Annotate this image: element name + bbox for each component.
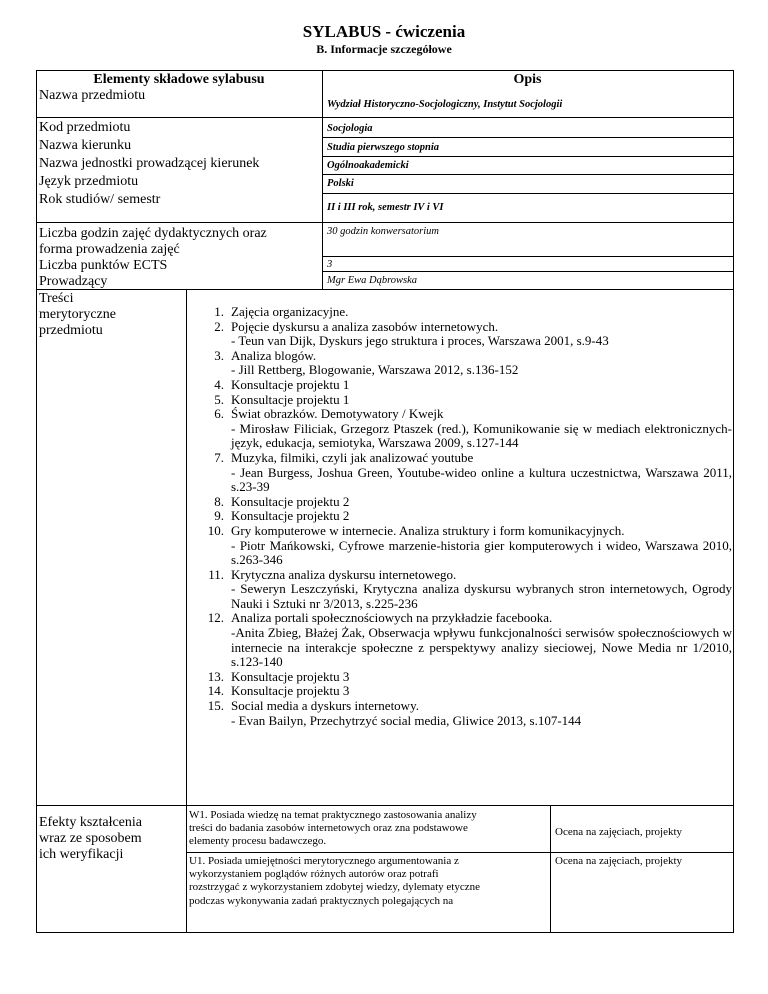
effect-u1: U1. Posiada umiejętności merytorycznego argumentowania z wykorzystaniem poglądów różnych autorów oraz potrafi rozstrzygać z wykorzystaniem zdobytej wiedzy, dylematy etyczne podczas wykonywania zadań praktycznych polegających na (189, 855, 480, 907)
content-item-number: 13. (207, 668, 224, 684)
content-item-topic: Zajęcia organizacyjne. (231, 304, 349, 319)
content-item (196, 378, 732, 393)
content-item (196, 568, 732, 612)
content-item (196, 393, 732, 408)
effect-w1: W1. Posiada wiedzę na temat praktycznego zastosowania analizy treści do badania zasobów internetowych oraz zna podstawowe elementy procesu badawczego. (189, 809, 477, 848)
content-item (196, 509, 732, 524)
document-title: SYLABUS - ćwiczenia (302, 22, 466, 41)
document-subtitle: B. Informacje szczegółowe (316, 42, 452, 56)
content-item (196, 670, 732, 685)
value-ects: 3 (327, 259, 333, 270)
value-year-semester: II i III rok, semestr IV i VI (327, 202, 444, 213)
content-item (196, 451, 732, 495)
col-left-header: Elementy składowe sylabusu (93, 72, 265, 87)
content-list (196, 305, 732, 728)
content-item-topic: Konsultacje projektu 2 (231, 493, 350, 509)
content-item-reference: - Seweryn Leszczyński, Krytyczna analiza dyskursu wybranych stron internetowych, Ogrody Nauki i Sztuki nr 3/2013, s.225-236 (231, 581, 732, 611)
content-item (196, 320, 732, 349)
label-unit-name: Nazwa jednostki prowadzącej kierunek (39, 156, 260, 171)
value-hours: 30 godzin konwersatorium (327, 226, 440, 237)
content-item-number: 10. (207, 522, 224, 538)
content-item-topic: Konsultacje projektu 1 (231, 391, 350, 407)
content-item (196, 305, 732, 320)
label-lecturer: Prowadzący (39, 274, 108, 289)
content-item-number: 7. (214, 449, 224, 465)
effects-label-2: wraz ze sposobem (39, 831, 142, 846)
content-item-topic: Analiza blogów. (231, 347, 317, 363)
content-item-topic: Konsultacje projektu 3 (231, 683, 350, 699)
content-item-topic: Konsultacje projektu 2 (231, 508, 350, 524)
label-hours-line1: Liczba godzin zajęć dydaktycznych oraz (39, 226, 267, 241)
effect-w1-method: Ocena na zajęciach, projekty (555, 826, 683, 838)
effects-label-1: Efekty kształcenia (39, 815, 143, 830)
content-item-number: 4. (214, 376, 224, 392)
label-course-code: Kod przedmiotu (39, 120, 131, 135)
content-item-number: 12. (207, 610, 224, 626)
content-item-number: 14. (207, 683, 224, 699)
content-item-topic: Gry komputerowe w internecie. Analiza struktury i form komunikacyjnych. (231, 522, 625, 538)
content-item-topic: Social media a dyskurs internetowy. (231, 698, 419, 714)
content-item-topic: Analiza portali społecznościowych na przykładzie facebooka. (231, 610, 553, 626)
content-item-reference: - Jean Burgess, Joshua Green, Youtube-wideo online a kultura uczestnictwa, Warszawa 2011, s.23-39 (231, 464, 732, 495)
content-item-number: 8. (214, 493, 224, 509)
content-item (196, 699, 732, 728)
label-field-name: Nazwa kierunku (39, 138, 132, 153)
effect-u1-method: Ocena na zajęciach, projekty (555, 855, 683, 867)
content-item-topic: Konsultacje projektu 3 (231, 668, 350, 684)
content-item-reference: - Teun van Dijk, Dyskurs jego struktura i proces, Warszawa 2001, s.9-43 (231, 333, 609, 349)
content-label-1: Treści (39, 291, 74, 306)
content-item-number: 1. (214, 304, 224, 319)
label-course-name: Nazwa przedmiotu (39, 88, 146, 103)
content-item-topic: Świat obrazków. Demotywatory / Kwejk (231, 406, 444, 422)
value-field-name: Studia pierwszego stopnia (327, 142, 440, 153)
value-lecturer: Mgr Ewa Dąbrowska (327, 275, 418, 286)
content-item-reference: - Jill Rettberg, Blogowanie, Warszawa 2012, s.136-152 (231, 362, 519, 378)
content-item-number: 15. (207, 698, 224, 714)
content-item-number: 6. (214, 406, 224, 422)
value-course-code: Socjologia (327, 123, 373, 134)
content-item (196, 349, 732, 378)
content-item-topic: Konsultacje projektu 1 (231, 376, 350, 392)
col-right-header: Opis (513, 72, 542, 87)
value-unit-name: Ogólnoakademicki (327, 160, 409, 171)
content-item-number: 9. (214, 508, 224, 524)
content-item (196, 524, 732, 568)
label-language: Język przedmiotu (39, 174, 139, 189)
content-item-topic: Krytyczna analiza dyskursu internetowego. (231, 566, 457, 582)
content-item-number: 3. (214, 347, 224, 363)
label-ects: Liczba punktów ECTS (39, 258, 168, 273)
label-hours-line2: forma prowadzenia zajęć (39, 242, 180, 257)
content-item-number: 5. (214, 391, 224, 407)
content-item-topic: Pojęcie dyskursu a analiza zasobów internetowych. (231, 318, 499, 334)
content-item-reference: - Mirosław Filiciak, Grzegorz Ptaszek (red.), Komunikowanie się w mediach elektronicznych- język, edukacja, semiotyka, Warszawa 2009, s.127-144 (231, 420, 732, 451)
content-item-reference: -Anita Zbieg, Błażej Żak, Obserwacja wpływu funkcjonalności serwisów społecznościowych w internecie na interakcje społeczne z perspektywy analizy sieciowej, Nowe Media nr 1/2010, s.123-140 (231, 625, 732, 670)
value-language: Polski (327, 178, 354, 189)
content-label-3: przedmiotu (39, 323, 103, 338)
content-item-number: 11. (208, 566, 224, 582)
content-item (196, 495, 732, 510)
effects-label-3: ich weryfikacji (39, 847, 124, 862)
content-label-2: merytoryczne (39, 307, 116, 322)
content-item (196, 611, 732, 669)
content-item-reference: - Piotr Mańkowski, Cyfrowe marzenie-historia gier komputerowych i wideo, Warszawa 2010, s.263-346 (231, 537, 732, 568)
content-item (196, 684, 732, 699)
content-item-number: 2. (214, 318, 224, 334)
value-course-name: Wydział Historyczno-Socjologiczny, Instytut Socjologii (327, 99, 563, 110)
label-year-semester: Rok studiów/ semestr (39, 192, 161, 207)
content-item-reference: - Evan Bailyn, Przechytrzyć social media, Gliwice 2013, s.107-144 (231, 712, 582, 728)
content-item (196, 407, 732, 451)
content-item-topic: Muzyka, filmiki, czyli jak analizować youtube (231, 449, 474, 465)
